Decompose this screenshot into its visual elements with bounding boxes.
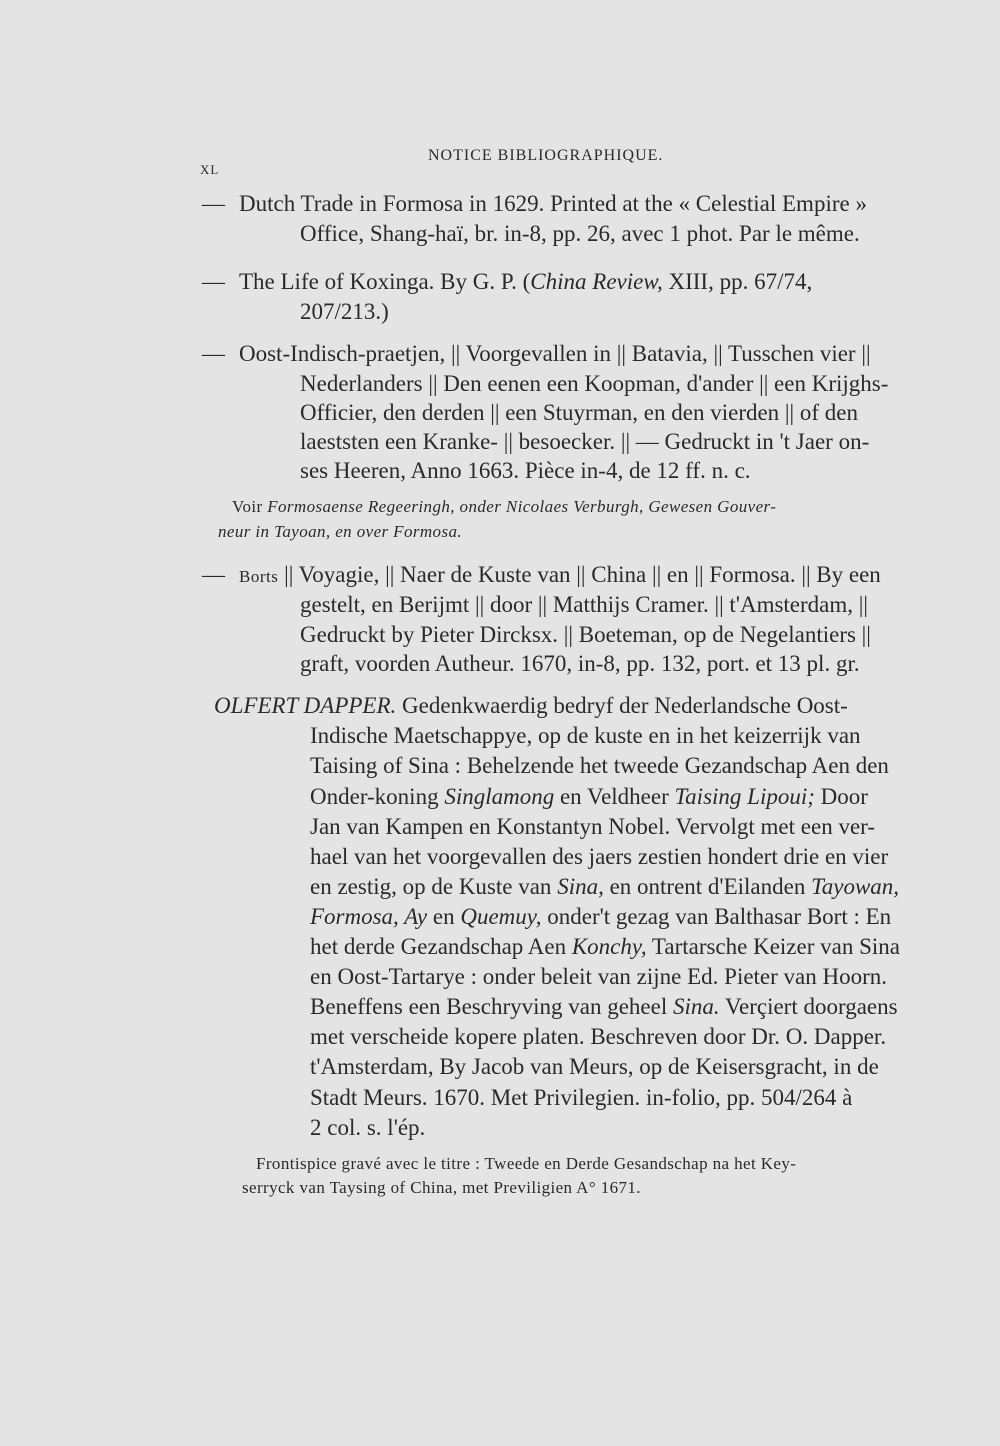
- proper-name: Singlamong: [444, 784, 555, 809]
- journal-title: China Review,: [530, 269, 663, 294]
- entry-note: serryck van Taysing of China, met Previligien A° 1671.: [242, 1178, 641, 1197]
- entry-note: Frontispice gravé avec le titre : Tweede en Derde Gesandschap na het Key-: [256, 1154, 797, 1173]
- entry-line: 207/213.): [300, 299, 389, 324]
- entry-line: [310, 783, 868, 811]
- entry-text: Tartarsche Keizer van Sina: [646, 934, 900, 959]
- entry-text: Verçiert doorgaens: [719, 994, 898, 1019]
- entry-line: t'Amsterdam, By Jacob van Meurs, op de Keisersgracht, in de: [310, 1054, 879, 1079]
- entry-line: hael van het voorgevallen des jaers zestien hondert drie en vier: [310, 844, 889, 869]
- proper-name: Formosa, Ay: [310, 904, 428, 929]
- entry-text: The Life of Koxinga. By G. P. (: [239, 269, 531, 294]
- proper-name: Taising Lipoui;: [674, 784, 815, 809]
- entry-line: 2 col. s. l'ép.: [310, 1115, 426, 1140]
- entry-line: met verscheide kopere platen. Beschreven door Dr. O. Dapper.: [310, 1024, 887, 1049]
- entry-line: [214, 692, 848, 720]
- note-text: Voir: [232, 497, 268, 516]
- entry-dash: —: [202, 269, 225, 294]
- entry-text: en ontrent d'Eilanden: [603, 874, 812, 899]
- entry-line: [202, 561, 881, 591]
- proper-name: Sina.: [672, 994, 720, 1019]
- page-folio: XL: [200, 162, 220, 177]
- entry-line: [310, 933, 900, 961]
- entry-line: Officier, den derden || een Stuyrman, en den vierden || of den: [300, 400, 859, 425]
- entry-text: Onder-koning: [310, 784, 445, 809]
- entry-line: Nederlanders || Den eenen een Koopman, d'ander || een Krijghs-: [300, 371, 889, 396]
- entry-dash: —: [202, 341, 225, 366]
- entry-line: gestelt, en Berijmt || door || Matthijs Cramer. || t'Amsterdam, ||: [300, 592, 868, 617]
- entry-text: en: [427, 904, 461, 929]
- entry-line: Indische Maetschappye, op de kuste en in het keizerrijk van: [310, 723, 861, 748]
- entry-line: [310, 903, 891, 931]
- entry-note: [218, 520, 462, 544]
- entry-text: Dutch Trade in Formosa in 1629. Printed at the « Celestial Empire »: [239, 191, 867, 216]
- entry-dash: —: [202, 191, 225, 216]
- proper-name: Sina,: [557, 874, 604, 899]
- entry-line: [202, 340, 871, 368]
- entry-line: ses Heeren, Anno 1663. Pièce in-4, de 12 ff. n. c.: [300, 458, 751, 483]
- entry-text: Oost-Indisch-praetjen, || Voorgevallen in || Batavia, || Tusschen vier ||: [239, 341, 871, 366]
- proper-name: Quemuy,: [460, 904, 542, 929]
- entry-line: [202, 190, 867, 218]
- entry-line: [310, 993, 898, 1021]
- entry-line: Taising of Sina : Behelzende het tweede Gezandschap Aen den: [310, 753, 889, 778]
- running-title: NOTICE BIBLIOGRAPHIQUE.: [428, 147, 664, 164]
- entry-text: Beneffens een Beschryving van geheel: [310, 994, 673, 1019]
- entry-line: graft, voorden Autheur. 1670, in-8, pp. 132, port. et 13 pl. gr.: [300, 651, 860, 676]
- entry-line: [202, 268, 812, 296]
- author-name: OLFERT DAPPER.: [214, 693, 397, 718]
- note-title: neur in Tayoan, en over Formosa.: [218, 522, 463, 541]
- entry-line: Jan van Kampen en Konstantyn Nobel. Vervolgt met een ver-: [310, 814, 876, 839]
- entry-text: Gedenkwaerdig bedryf der Nederlandsche Oost-: [396, 693, 848, 718]
- entry-line: en Oost-Tartarye : onder beleit van zijne Ed. Pieter van Hoorn.: [310, 964, 888, 989]
- entry-text: || Voyagie, || Naer de Kuste van || China || en || Formosa. || By een: [278, 562, 881, 587]
- proper-name: Konchy,: [571, 934, 647, 959]
- entry-dash: —: [202, 562, 225, 587]
- entry-text: Door: [814, 784, 868, 809]
- note-title: Formosaense Regeeringh, onder Nicolaes Verburgh, Gewesen Gouver-: [267, 497, 777, 516]
- entry-text: XIII, pp. 67/74,: [662, 269, 813, 294]
- entry-line: Office, Shang-haï, br. in-8, pp. 26, avec 1 phot. Par le même.: [300, 221, 860, 246]
- entry-text: en Veldheer: [554, 784, 675, 809]
- entry-line: Gedruckt by Pieter Dircksx. || Boeteman, op de Negelantiers ||: [300, 622, 871, 647]
- entry-line: laeststen een Kranke- || besoecker. || — Gedruckt in 't Jaer on-: [300, 429, 870, 454]
- entry-line: [310, 873, 899, 901]
- entry-text: onder't gezag van Balthasar Bort : En: [541, 904, 892, 929]
- proper-name: Tayowan,: [811, 874, 900, 899]
- entry-line: Stadt Meurs. 1670. Met Privilegien. in-folio, pp. 504/264 à: [310, 1085, 853, 1110]
- entry-text: en zestig, op de Kuste van: [310, 874, 558, 899]
- entry-text: het derde Gezandschap Aen: [310, 934, 572, 959]
- author-name: Borts: [239, 567, 279, 586]
- entry-note: [232, 495, 776, 519]
